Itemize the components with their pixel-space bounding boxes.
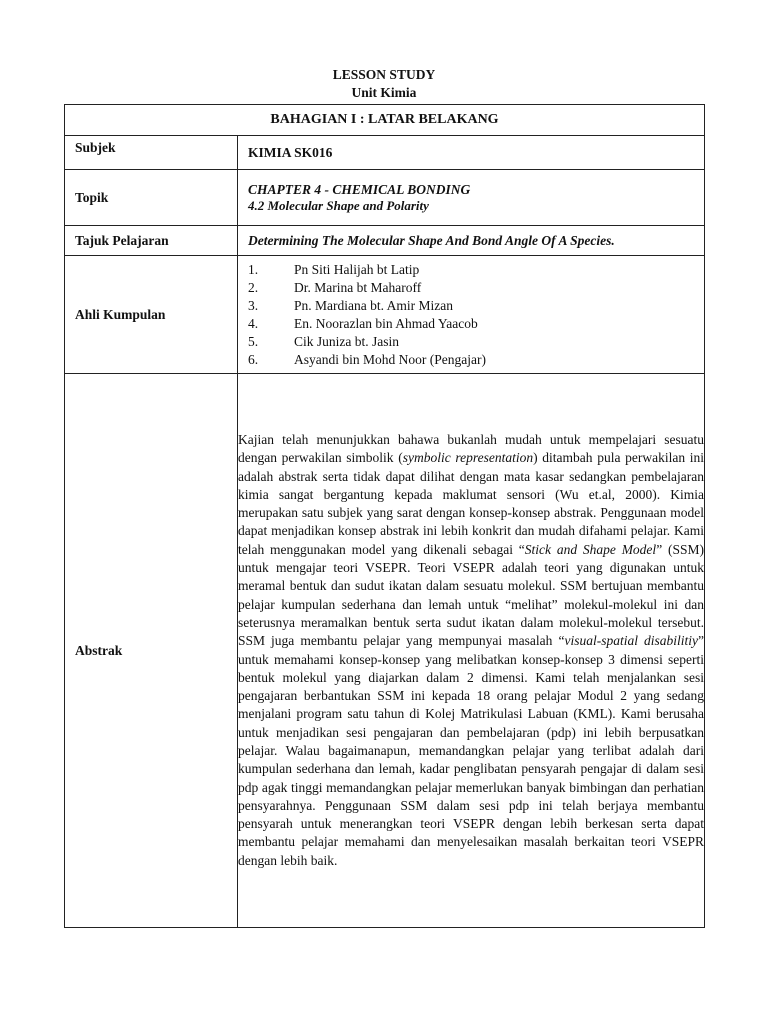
abstrak-value	[238, 374, 705, 928]
document-title: LESSON STUDY	[332, 67, 436, 82]
row-ahli-kumpulan	[65, 256, 705, 374]
list-item: 5. Cik Juniza bt. Jasin	[248, 333, 399, 349]
ahli-value	[238, 256, 705, 374]
document-header	[0, 66, 768, 102]
row-abstrak	[65, 374, 705, 928]
member-list	[248, 261, 704, 369]
member-name: Cik Juniza bt. Jasin	[294, 333, 399, 349]
row-tajuk-pelajaran	[65, 226, 705, 256]
list-item: 2. Dr. Marina bt Maharoff	[248, 279, 422, 295]
emphasis-stick-and-shape-model: Stick and Shape Model	[524, 541, 657, 557]
member-name: Pn Siti Halijah bt Latip	[294, 261, 420, 277]
list-item: 4. En. Noorazlan bin Ahmad Yaacob	[248, 315, 478, 331]
topik-chapter: CHAPTER 4 - CHEMICAL BONDING	[248, 181, 471, 197]
list-item: 3. Pn. Mardiana bt. Amir Mizan	[248, 297, 453, 313]
topik-value	[238, 170, 705, 226]
subjek-label: Subjek	[65, 136, 238, 170]
document-subtitle: Unit Kimia	[351, 85, 417, 100]
row-topik	[65, 170, 705, 226]
member-name: En. Noorazlan bin Ahmad Yaacob	[294, 315, 478, 331]
list-item: 1. Pn Siti Halijah bt Latip	[248, 261, 420, 277]
topik-label: Topik	[65, 170, 238, 226]
emphasis-visual-spatial: visual-spatial disabilitiy	[564, 633, 698, 649]
emphasis-symbolic-representation: symbolic representation	[402, 450, 534, 466]
member-name: Asyandi bin Mohd Noor (Pengajar)	[294, 351, 486, 367]
abstrak-label: Abstrak	[65, 374, 238, 928]
member-name: Dr. Marina bt Maharoff	[294, 279, 422, 295]
list-item: 6. Asyandi bin Mohd Noor (Pengajar)	[248, 351, 486, 367]
subjek-value: KIMIA SK016	[238, 136, 705, 170]
row-subjek	[65, 136, 705, 170]
tajuk-label: Tajuk Pelajaran	[65, 226, 238, 256]
section-title: BAHAGIAN I : LATAR BELAKANG	[65, 105, 705, 136]
ahli-label: Ahli Kumpulan	[65, 256, 238, 374]
tajuk-value: Determining The Molecular Shape And Bond Angle Of A Species.	[238, 226, 705, 256]
topik-subtopic: 4.2 Molecular Shape and Polarity	[248, 197, 429, 213]
background-table	[64, 104, 705, 928]
member-name: Pn. Mardiana bt. Amir Mizan	[294, 297, 453, 313]
abstrak-paragraph: Kajian telah menunjukkan bahawa bukanlah mudah untuk mempelajari sesuatu dengan perwakilan simbolik (symbolic representation) ditambah pula perwakilan ini adalah abstrak serta tidak dapat dilihat dengan mata kasar sedangkan pembelajaran kimia sangat bergantung kepada maklumat sensori (Wu et.al, 2000). Kimia merupakan satu subjek yang sarat dengan konsep-konsep abstrak. Penggunaan model dapat menjadikan konsep abstrak ini lebih konkrit dan mudah difahami pelajar. Kami telah menggunakan model yang dikenali sebagai “Stick and Shape Model” (SSM) untuk mengajar teori VSEPR. Teori VSEPR adalah teori yang digunakan untuk meramal bentuk dan sudut ikatan dalam sesuatu molekul. SSM bertujuan membantu pelajar kumpulan sederhana dan lemah untuk “melihat” molekul-molekul ini dan seterusnya meramalkan bentuk serta sudut ikatan dalam molekul-molekul tersebut. SSM juga membantu pelajar yang mempunyai masalah “visual-spatial disabilitiy” untuk memahami konsep-konsep yang melibatkan konsep-konsep 3 dimensi seperti bentuk molekul yang diajarkan dalam 2 dimensi. Kami telah menjalankan sesi pengajaran berbantukan SSM ini kepada 18 orang pelajar Modul 2 yang sedang menjalani program satu tahun di Kolej Matrikulasi Labuan (KML). Kami berusaha untuk menjadikan sesi pengajaran dan pembelajaran (pdp) ini lebih berpusatkan pelajar. Walau bagaimanapun, memandangkan pelajar yang terlibat adalah dari kumpulan sederhana dan lemah, kadar penglibatan pensyarah pengajar di dalam sesi pdp agak tinggi memandangkan pelajar memerlukan banyak bimbingan dan perhatian pensyarahnya. Penggunaan SSM dalam sesi pdp ini telah berjaya membantu pensyarah untuk menerangkan teori VSEPR dengan lebih berkesan serta dapat membantu pelajar memahami dan menyelesaikan masalah berkaitan teori VSEPR dengan lebih baik.	[238, 431, 705, 868]
